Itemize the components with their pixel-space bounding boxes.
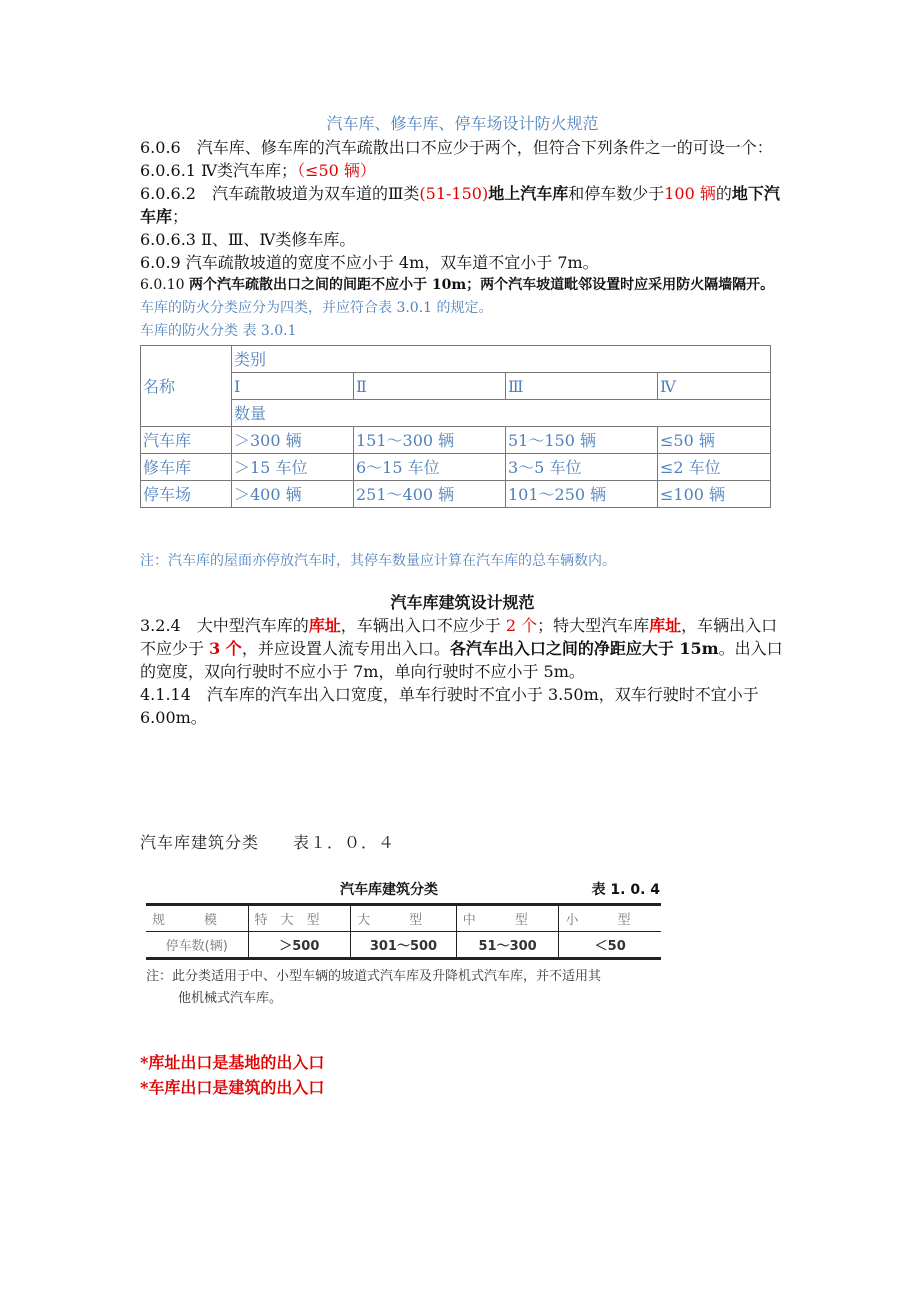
- clause-text: 。出入口的宽度，双向行驶时不应小于 7m，单向行驶时不应小于 5m。: [140, 639, 783, 681]
- clause-6-0-6: 6.0.6 汽车库、修车库的汽车疏散出口不应少于两个，但符合下列条件之一的可设一个：: [140, 138, 773, 157]
- clause-text: ；特大型汽车库: [537, 616, 650, 635]
- cell: 停车数(辆): [146, 932, 248, 959]
- highlight-text: 3 个: [209, 639, 242, 658]
- clause-6-0-6-2: [140, 182, 785, 228]
- section-title-fire-code: 汽车库、修车库、停车场设计防火规范: [326, 114, 599, 133]
- footnotes: [140, 1050, 324, 1100]
- category-header: 类别: [232, 346, 771, 373]
- clause-text: 6.0.10: [140, 277, 189, 293]
- cell: 301～500: [351, 932, 457, 959]
- cell: 151～300 辆: [354, 427, 506, 454]
- inner-table-header: [340, 879, 660, 899]
- inner-title: 汽车库建筑分类: [340, 882, 438, 898]
- clause-text: 6.0.6.2 汽车疏散坡道为双车道的Ⅲ类: [140, 184, 420, 203]
- clause-text: ；: [172, 207, 189, 226]
- cell: 6～15 车位: [354, 454, 506, 481]
- table-row: [141, 454, 771, 481]
- cell: ＞400 辆: [232, 481, 354, 508]
- cell: ＞300 辆: [232, 427, 354, 454]
- class-cell: Ⅲ: [506, 373, 658, 400]
- header-cell: 中 型: [456, 905, 559, 932]
- class-cell: Ⅳ: [658, 373, 771, 400]
- classification-intro: 车库的防火分类应分为四类，并应符合表 3.0.1 的规定。: [140, 300, 493, 316]
- header-cell: 特 大 型: [248, 905, 351, 932]
- table-1-0-4-note: [146, 966, 670, 1010]
- clause-6-0-6-1: [140, 159, 785, 182]
- bold-text: 地下汽车库: [140, 184, 780, 226]
- row-name: 汽车库: [141, 427, 232, 454]
- highlight-text: 2 个: [505, 616, 538, 635]
- class-cell: Ⅱ: [354, 373, 506, 400]
- clause-text: 的: [715, 184, 732, 203]
- bold-text: 地上汽车库: [488, 184, 569, 203]
- cell: ＜50: [559, 932, 661, 959]
- table-row: [146, 932, 661, 959]
- clause-text: ，车辆出入口不应少于: [340, 616, 506, 635]
- cell: ≤2 车位: [658, 454, 771, 481]
- clause-text: ，车辆出入口不应少于: [140, 616, 778, 658]
- caption-text: 汽车库建筑分类: [140, 833, 260, 852]
- header-cell: 规 模: [146, 905, 248, 932]
- class-cell: Ⅰ: [232, 373, 354, 400]
- caption-number: 表１．０．４: [293, 833, 396, 852]
- clause-6-0-9: 6.0.9 汽车疏散坡道的宽度不应小于 4m，双车道不宜小于 7m。: [140, 253, 599, 272]
- table-1-0-4-image: [140, 830, 670, 1010]
- cell: ≤50 辆: [658, 427, 771, 454]
- clause-4-1-14: 4.1.14 汽车库的汽车出入口宽度，单车行驶时不宜小于 3.50m，双车行驶时不宜小于 6.00m。: [140, 685, 759, 727]
- table-row: [141, 481, 771, 508]
- cell: ≤100 辆: [658, 481, 771, 508]
- table-1-0-4: [146, 903, 661, 960]
- table-3-0-1: [140, 345, 771, 508]
- cell: 51～300: [456, 932, 559, 959]
- note-line: 注：此分类适用于中、小型车辆的坡道式汽车库及升降机式汽车库，并不适用其: [146, 969, 602, 984]
- footnote: *库址出口是基地的出入口: [140, 1053, 325, 1072]
- header-cell: 小 型: [559, 905, 661, 932]
- highlight-text: 库址: [649, 616, 682, 635]
- bold-text: 各汽车出入口之间的净距应大于 15m: [449, 639, 719, 658]
- quantity-header: 数量: [232, 400, 771, 427]
- highlight-text: 100 辆: [664, 184, 716, 203]
- cell: 251～400 辆: [354, 481, 506, 508]
- cell: ＞15 车位: [232, 454, 354, 481]
- document-body: [140, 112, 785, 729]
- table-3-0-1-caption: 车库的防火分类 表 3.0.1: [140, 323, 297, 339]
- bold-text: 两个汽车疏散出口之间的间距不应小于 10m；两个汽车坡道毗邻设置时应采用防火隔墙隔开。: [188, 277, 775, 293]
- clause-6-0-10: [140, 274, 785, 297]
- table-3-0-1-note: 注：汽车库的屋面亦停放汽车时，其停车数量应计算在汽车库的总车辆数内。: [140, 553, 616, 569]
- highlight-text: 库址: [308, 616, 341, 635]
- table-1-0-4-caption: [140, 830, 670, 853]
- note-line: 他机械式汽车库。: [178, 991, 283, 1006]
- clause-text: ，并应设置人流专用出入口。: [241, 639, 450, 658]
- highlight-text: (51-150): [419, 184, 489, 203]
- table-row: [141, 427, 771, 454]
- cell: 3～5 车位: [506, 454, 658, 481]
- inner-number: 表 1. 0. 4: [591, 882, 660, 898]
- clause-text: 和停车数少于: [568, 184, 665, 203]
- clause-3-2-4: [140, 614, 785, 683]
- footnote: *车库出口是建筑的出入口: [140, 1078, 325, 1097]
- clause-text: 3.2.4 大中型汽车库的: [140, 616, 309, 635]
- name-header: 名称: [141, 346, 232, 427]
- row-name: 停车场: [141, 481, 232, 508]
- clause-6-0-6-3: 6.0.6.3 Ⅱ、Ⅲ、Ⅳ类修车库。: [140, 230, 356, 249]
- cell: 101～250 辆: [506, 481, 658, 508]
- row-name: 修车库: [141, 454, 232, 481]
- cell: 51～150 辆: [506, 427, 658, 454]
- clause-text: 6.0.6.1 Ⅳ类汽车库；: [140, 161, 298, 180]
- cell: ＞500: [248, 932, 351, 959]
- highlight-text: （≤50 辆）: [297, 161, 376, 180]
- header-cell: 大 型: [351, 905, 457, 932]
- section-title-design-code: 汽车库建筑设计规范: [390, 593, 535, 612]
